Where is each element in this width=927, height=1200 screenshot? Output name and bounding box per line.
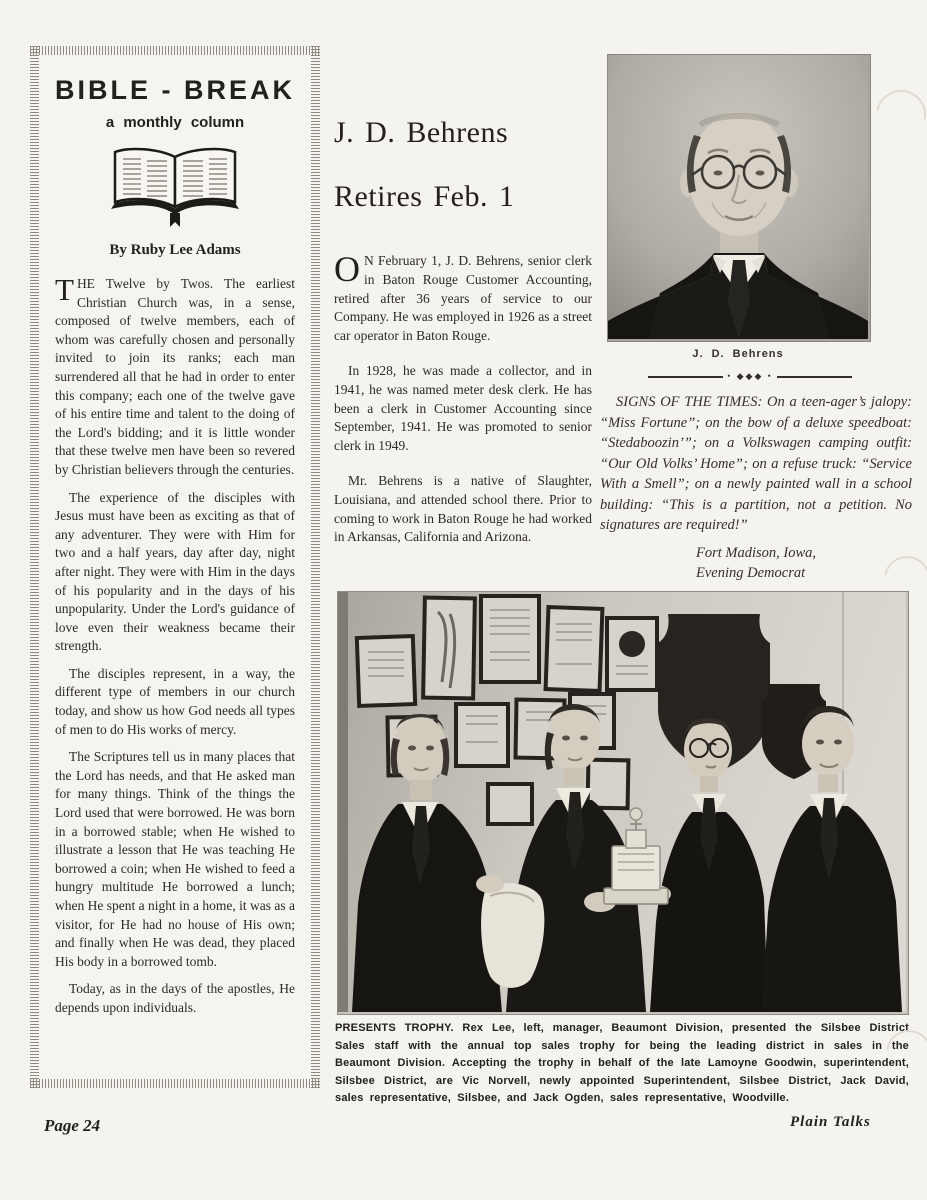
hatch-border-top: [30, 46, 320, 55]
page-number: Page 24: [44, 1116, 101, 1135]
signs-body: SIGNS OF THE TIMES: On a teen-ager’s jalopy: “Miss Fortune”; on the bow of a deluxe speedboat: “Stedaboozin’”; on a Volkswagen camping outfit: “Our Old Volks’ Home”; on a refuse truck: “Service With a Smell”; on a newly painted wall in a school building: “This is a partition, not a petition. No signatures are required!”: [600, 394, 912, 533]
attribution-line-1: Fort Madison, Iowa,: [696, 544, 817, 561]
open-book-icon: [55, 143, 295, 234]
bible-break-content: [39, 55, 311, 1079]
magazine-name: Plain Talks: [790, 1114, 871, 1130]
article-paragraph-1: [334, 249, 592, 346]
divider-rule-right: [777, 376, 852, 378]
hatch-border-bottom: [30, 1079, 320, 1088]
article-paragraph-1-text: N February 1, J. D. Behrens, senior clerk in Baton Rouge Customer Accounting, retired after 36 years of service to our Company. He was employed in 1926 as a street car operator in Baton Rouge.: [334, 253, 592, 344]
divider-rule-left: [648, 376, 723, 378]
bible-paragraph-5: Today, as in the days of the apostles, He depends upon individuals.: [55, 981, 295, 1015]
bible-break-title: BIBLE - BREAK: [55, 75, 295, 105]
bible-paragraph-2: The experience of the disciples with Jesus must have been as exciting as that of any adventurer. They were with Him for two and a half years, day after day, night after night. They were with Him in the days of his popularity and in the days of his unpopularity. Under the Lord's guidance of love even their weakness became their strength.: [55, 489, 295, 654]
signs-of-the-times: [600, 392, 912, 583]
dropcap-o: O: [334, 249, 360, 289]
article-body: [334, 249, 592, 563]
bible-paragraph-3: The disciples represent, in a way, the different type of members in our church today, and show us how God needs all types of men to do His works of mercy.: [55, 665, 295, 737]
article-paragraph-3: Mr. Behrens is a native of Slaughter, Louisiana, and attended school there. Prior to coming to work in Baton Rouge he had worked in Arkansas, California and Arizona.: [334, 472, 592, 545]
bible-break-body: [55, 272, 295, 1018]
trophy-group-photo: [337, 591, 909, 1015]
punch-hole-top: [866, 80, 927, 150]
headline-line-2: Retires Feb. 1: [334, 180, 515, 213]
signs-attribution: [600, 543, 912, 583]
bible-paragraph-4: The Scriptures tell us in many places that the Lord has needs, and that He asked man for many things. Think of the things the Lord used that were borrowed. He was born in a borrowed stable; when He wished to illustrate a lesson that He was teaching He borrowed a coin; when He wished to feed a hungry multitude He borrowed a lunch; when He spent a night in a home, it was as a visitor, for He had no house of His own; and finally when He was dead, they placed His body in a borrowed tomb.: [55, 749, 295, 969]
dropcap-t: T: [55, 272, 74, 307]
bible-paragraph-1: [55, 272, 295, 480]
headline-line-1: J. D. Behrens: [334, 116, 509, 149]
article-headline: [334, 116, 602, 214]
bible-paragraph-1-text: HE Twelve by Twos. The earliest Christian Church was, in a sense, composed of twelve members, each of whom was carefully chosen and personally invited to join its ranks; each man surrendered all that he had in order to enter this company; each one of the twelve gave of his entire time and talent to the doing of the Lord's bidding; and it is little wonder that these twelve men have been so revered by Christian believers through the centuries.: [55, 276, 295, 477]
article-paragraph-2: In 1928, he was made a collector, and in 1941, he was named meter desk clerk. He has been a clerk in Customer Accounting since September, 1941. He was promoted to senior clerk in 1949.: [334, 362, 592, 454]
trophy-photo-caption: PRESENTS TROPHY. Rex Lee, left, manager, Beaumont Division, presented the Silsbee District Sales staff with the annual top sales trophy for being the leading district in sales in the Beaumont Division. Accepting the trophy in behalf of the late Lamoyne Goodwin, superintendent, Silsbee District, are Vic Norvell, newly appointed Superintendent, Silsbee District, Jack David, sales representative, Silsbee, and Jack Ogden, sales representative, Woodville.: [335, 1022, 909, 1104]
portrait-caption: J. D. Behrens: [692, 348, 784, 360]
bible-break-box: [30, 46, 320, 1088]
bible-break-subtitle: a monthly column: [105, 114, 245, 131]
portrait-photo: [607, 54, 871, 342]
hatch-border-left: [30, 46, 39, 1088]
divider-ornament: • ◆◆◆ •: [727, 371, 773, 381]
attribution-line-2: Evening Democrat: [696, 564, 806, 581]
hatch-border-right: [311, 46, 320, 1088]
bible-break-byline: By Ruby Lee Adams: [109, 242, 241, 258]
section-divider: [648, 372, 852, 381]
